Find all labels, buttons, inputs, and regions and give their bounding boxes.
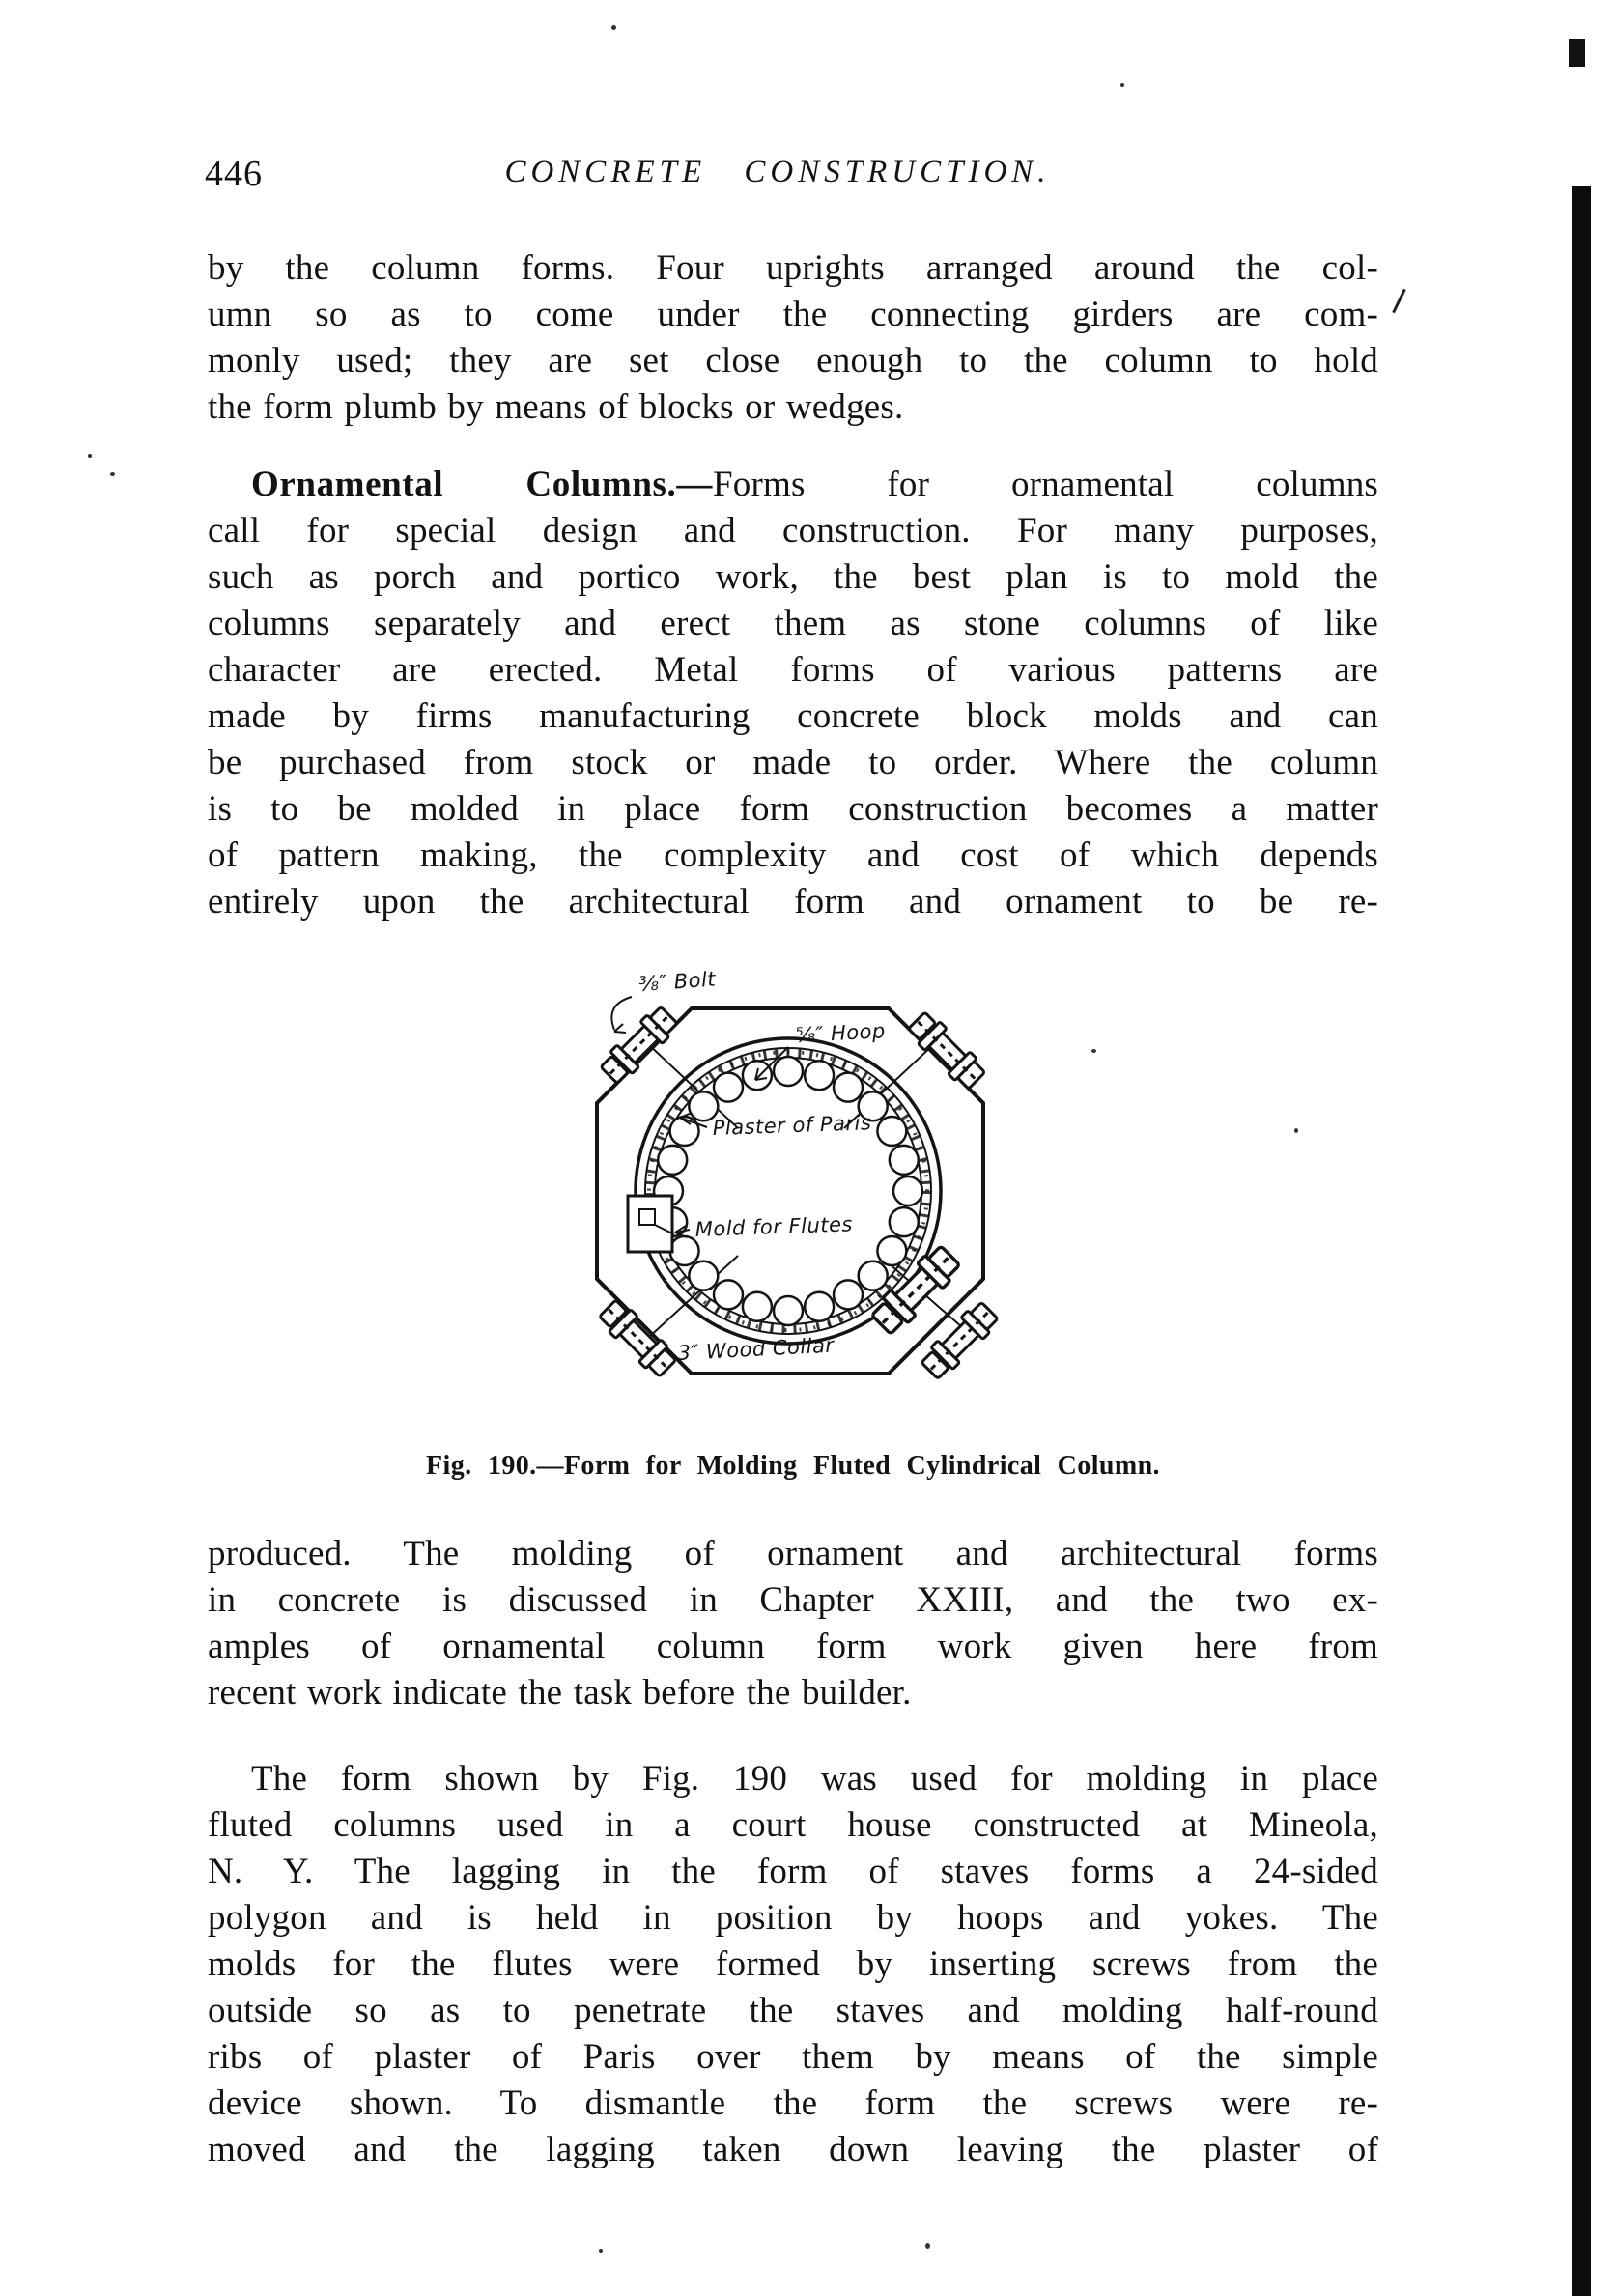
text-line (208, 462, 1378, 508)
running-title: CONCRETE CONSTRUCTION. (504, 155, 1051, 189)
text-line: columns separately and erect them as stone columns of like (208, 604, 1378, 643)
text-line: fluted columns used in a court house constructed at Mineola, (208, 1805, 1378, 1845)
fluted-column-form-drawing (547, 952, 1037, 1440)
figure-caption-number: Fig. 190. (426, 1451, 537, 1481)
text-line: by the column forms. Four uprights arranged around the col- (208, 248, 1378, 288)
scan-speck (1091, 1049, 1096, 1053)
text-line: polygon and is held in position by hoops and yokes. The (208, 1898, 1378, 1938)
label-bolt: ⅜″ Bolt (638, 967, 717, 996)
text-line: character are erected. Metal forms of various patterns are (208, 650, 1378, 690)
figure-caption (208, 1451, 1378, 1482)
figure-caption-text: —Form for Molding Fluted Cylindrical Column. (536, 1451, 1160, 1481)
paragraph-2 (208, 462, 1378, 925)
scan-speck (611, 25, 616, 30)
text-line: ribs of plaster of Paris over them by means of the simple (208, 2037, 1378, 2077)
text-line: umn so as to come under the connecting girders are com- (208, 295, 1378, 334)
scan-speck (1120, 83, 1124, 87)
text-line: recent work indicate the task before the builder. (208, 1673, 912, 1713)
paragraph-3 (208, 1531, 1378, 1716)
paragraph-1 (208, 245, 1378, 431)
label-hoop: ⅝″ Hoop (795, 1019, 887, 1047)
text-line: moved and the lagging taken down leaving the plaster of (208, 2130, 1378, 2169)
scan-speck (110, 472, 115, 476)
text-line: entirely upon the architectural form and ornament to be re- (208, 882, 1378, 921)
text-run: Forms for ornamental columns (712, 465, 1378, 504)
text-line: The form shown by Fig. 190 was used for molding in place (251, 1759, 1378, 1799)
binding-mark (1569, 39, 1585, 67)
flute-mold-device (628, 1196, 674, 1252)
paragraph-2-rest (208, 508, 1378, 925)
text-line: of pattern making, the complexity and cost of which depends (208, 836, 1378, 875)
section-heading: Ornamental Columns.— (251, 465, 713, 504)
binding-shadow-band (1572, 186, 1591, 2296)
text-line: produced. The molding of ornament and architectural forms (208, 1534, 1378, 1573)
label-mold: Mold for Flutes (694, 1212, 854, 1241)
text-line: in concrete is discussed in Chapter XXIII, and the two ex- (208, 1580, 1378, 1620)
text-line: such as porch and portico work, the best plan is to mold the (208, 557, 1378, 597)
scan-stray-stroke (1392, 289, 1406, 314)
text-line: the form plumb by means of blocks or wedges. (208, 387, 904, 427)
scan-speck (925, 2243, 930, 2249)
text-line: monly used; they are set close enough to the column to hold (208, 341, 1378, 381)
text-line: amples of ornamental column form work given here from (208, 1627, 1378, 1666)
scan-speck (599, 2249, 603, 2253)
label-collar: 3″ Wood Collar (677, 1333, 836, 1365)
text-line: made by firms manufacturing concrete block molds and can (208, 696, 1378, 736)
page-number: 446 (205, 154, 263, 194)
text-line: molds for the flutes were formed by inserting screws from the (208, 1944, 1378, 1984)
text-line: is to be molded in place form construction becomes a matter (208, 789, 1378, 829)
text-line: outside so as to penetrate the staves and molding half-round (208, 1991, 1378, 2030)
text-line: device shown. To dismantle the form the screws were re- (208, 2083, 1378, 2123)
scan-speck (88, 454, 92, 458)
text-line: be purchased from stock or made to order. Where the column (208, 743, 1378, 782)
text-line: call for special design and construction. For many purposes, (208, 511, 1378, 551)
paragraph-4 (208, 1756, 1378, 2173)
figure-190 (547, 952, 1037, 1440)
scan-speck (1294, 1128, 1298, 1133)
label-plaster: Plaster of Paris (712, 1111, 872, 1140)
text-line: N. Y. The lagging in the form of staves forms a 24-sided (208, 1852, 1378, 1891)
flute-mold-scallops (654, 1057, 922, 1325)
